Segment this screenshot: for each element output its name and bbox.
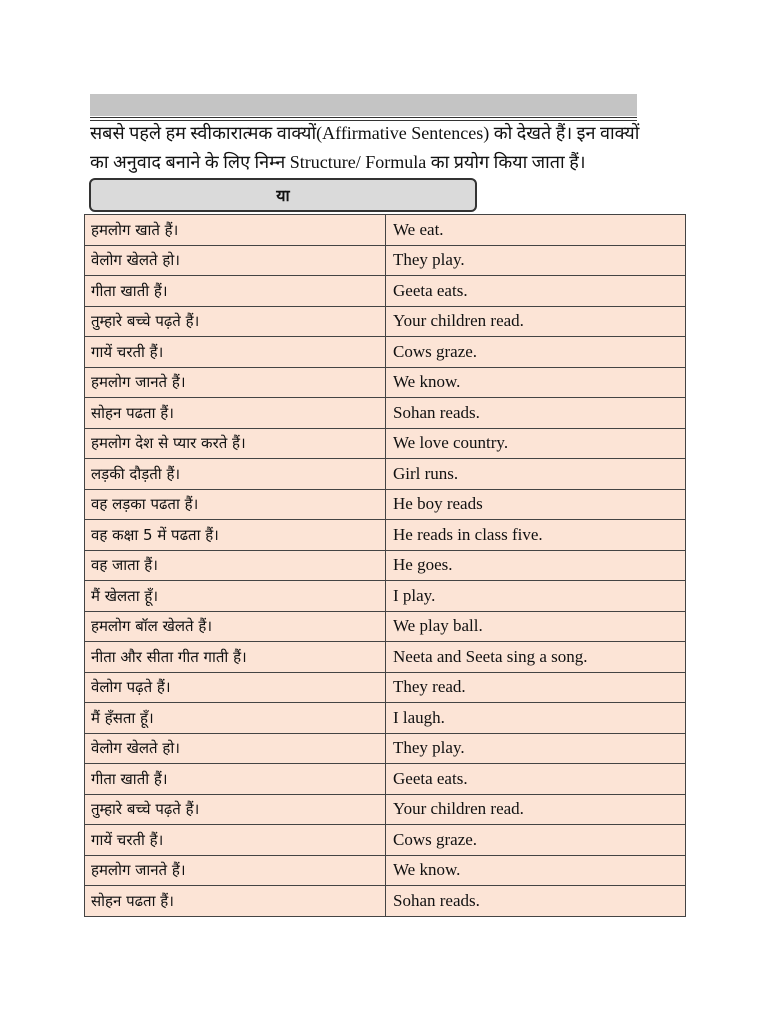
english-sentence-cell: We play ball. bbox=[386, 611, 686, 642]
intro-paragraph bbox=[90, 119, 690, 177]
table-row bbox=[85, 703, 686, 734]
hindi-sentence-cell: सोहन पढता हैं। bbox=[85, 886, 386, 917]
table-row bbox=[85, 611, 686, 642]
table-row bbox=[85, 245, 686, 276]
intro-line-2: का अनुवाद बनाने के लिए निम्न Structure/ Formula का प्रयोग किया जाता हैं। bbox=[90, 152, 586, 172]
hindi-sentence-cell: तुम्हारे बच्चे पढ़ते हैं। bbox=[85, 306, 386, 337]
hindi-sentence-cell: मैं हँसता हूँ। bbox=[85, 703, 386, 734]
english-sentence-cell: They play. bbox=[386, 733, 686, 764]
heading-placeholder-bar bbox=[90, 94, 637, 116]
table-row bbox=[85, 459, 686, 490]
hindi-sentence-cell: नीता और सीता गीत गाती हैं। bbox=[85, 642, 386, 673]
hindi-sentence-cell: तुम्हारे बच्चे पढ़ते हैं। bbox=[85, 794, 386, 825]
english-sentence-cell: Sohan reads. bbox=[386, 886, 686, 917]
hindi-sentence-cell: वह लड़का पढता हैं। bbox=[85, 489, 386, 520]
table-row bbox=[85, 581, 686, 612]
table-row bbox=[85, 428, 686, 459]
divider-line bbox=[90, 117, 637, 118]
english-sentence-cell: Geeta eats. bbox=[386, 276, 686, 307]
table-row bbox=[85, 825, 686, 856]
hindi-sentence-cell: वह कक्षा 5 में पढता हैं। bbox=[85, 520, 386, 551]
hindi-sentence-cell: गीता खाती हैं। bbox=[85, 276, 386, 307]
english-sentence-cell: He goes. bbox=[386, 550, 686, 581]
english-sentence-cell: He reads in class five. bbox=[386, 520, 686, 551]
table-row bbox=[85, 733, 686, 764]
english-sentence-cell: They read. bbox=[386, 672, 686, 703]
table-row bbox=[85, 337, 686, 368]
table-row bbox=[85, 672, 686, 703]
table-row bbox=[85, 764, 686, 795]
english-sentence-cell: I laugh. bbox=[386, 703, 686, 734]
table-row bbox=[85, 794, 686, 825]
hindi-sentence-cell: मैं खेलता हूँ। bbox=[85, 581, 386, 612]
english-sentence-cell: Your children read. bbox=[386, 306, 686, 337]
hindi-sentence-cell: वेलोग खेलते हो। bbox=[85, 733, 386, 764]
table-header-label: या bbox=[89, 178, 477, 212]
english-sentence-cell: He boy reads bbox=[386, 489, 686, 520]
english-sentence-cell: Neeta and Seeta sing a song. bbox=[386, 642, 686, 673]
english-sentence-cell: Sohan reads. bbox=[386, 398, 686, 429]
table-row bbox=[85, 886, 686, 917]
table-row bbox=[85, 306, 686, 337]
hindi-sentence-cell: गायें चरती हैं। bbox=[85, 337, 386, 368]
intro-line-1: सबसे पहले हम स्वीकारात्मक वाक्यों(Affirmative Sentences) को देखते हैं। इन वाक्यों bbox=[90, 123, 640, 143]
hindi-sentence-cell: वह जाता हैं। bbox=[85, 550, 386, 581]
sentence-translation-table bbox=[84, 214, 686, 917]
hindi-sentence-cell: वेलोग खेलते हो। bbox=[85, 245, 386, 276]
hindi-sentence-cell: लड़की दौड़ती हैं। bbox=[85, 459, 386, 490]
table-row bbox=[85, 215, 686, 246]
hindi-sentence-cell: हमलोग जानते हैं। bbox=[85, 367, 386, 398]
table-row bbox=[85, 398, 686, 429]
hindi-sentence-cell: हमलोग जानते हैं। bbox=[85, 855, 386, 886]
english-sentence-cell: We know. bbox=[386, 855, 686, 886]
english-sentence-cell: Cows graze. bbox=[386, 825, 686, 856]
english-sentence-cell: Your children read. bbox=[386, 794, 686, 825]
table-row bbox=[85, 642, 686, 673]
table-row bbox=[85, 550, 686, 581]
table-row bbox=[85, 276, 686, 307]
english-sentence-cell: They play. bbox=[386, 245, 686, 276]
hindi-sentence-cell: हमलोग खाते हैं। bbox=[85, 215, 386, 246]
english-sentence-cell: We know. bbox=[386, 367, 686, 398]
hindi-sentence-cell: गीता खाती हैं। bbox=[85, 764, 386, 795]
table-row bbox=[85, 489, 686, 520]
english-sentence-cell: Geeta eats. bbox=[386, 764, 686, 795]
table-row bbox=[85, 367, 686, 398]
hindi-sentence-cell: गायें चरती हैं। bbox=[85, 825, 386, 856]
english-sentence-cell: We love country. bbox=[386, 428, 686, 459]
hindi-sentence-cell: वेलोग पढ़ते हैं। bbox=[85, 672, 386, 703]
english-sentence-cell: Girl runs. bbox=[386, 459, 686, 490]
english-sentence-cell: I play. bbox=[386, 581, 686, 612]
hindi-sentence-cell: हमलोग देश से प्यार करते हैं। bbox=[85, 428, 386, 459]
hindi-sentence-cell: हमलोग बॉल खेलते हैं। bbox=[85, 611, 386, 642]
table-row bbox=[85, 855, 686, 886]
table-row bbox=[85, 520, 686, 551]
hindi-sentence-cell: सोहन पढता हैं। bbox=[85, 398, 386, 429]
english-sentence-cell: Cows graze. bbox=[386, 337, 686, 368]
english-sentence-cell: We eat. bbox=[386, 215, 686, 246]
